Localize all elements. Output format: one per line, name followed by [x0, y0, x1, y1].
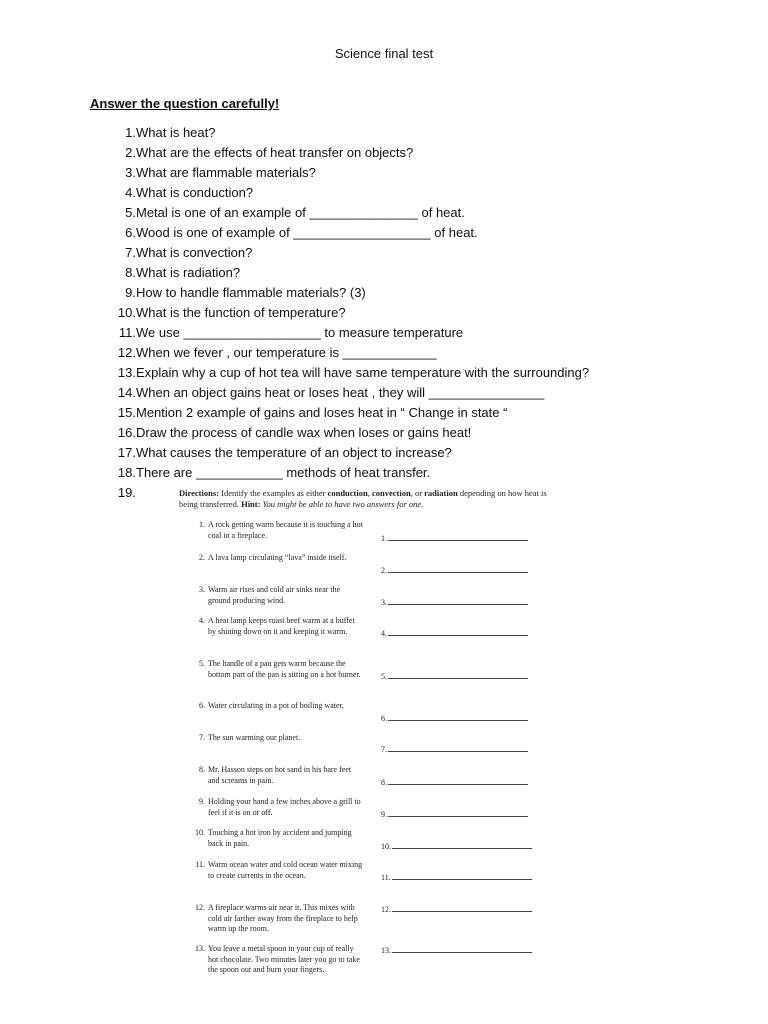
- question-number: 12.: [117, 345, 136, 360]
- question-text: When we fever , our temperature is _____________: [136, 345, 437, 360]
- worksheet-item: [193, 585, 363, 606]
- answer-blank[interactable]: [381, 776, 528, 788]
- comma: ,: [367, 488, 370, 498]
- answer-blank[interactable]: [381, 743, 528, 755]
- answer-line[interactable]: [388, 670, 528, 679]
- question-text: What is convection?: [136, 245, 253, 260]
- answer-blank[interactable]: [381, 871, 532, 883]
- question-text: What is heat?: [136, 125, 216, 140]
- worksheet-item: [193, 765, 363, 786]
- item-text: Holding your hand a few inches above a grill to feel if it is on or off.: [208, 797, 361, 817]
- question-number: 16.: [117, 425, 136, 440]
- question-number: 14.: [117, 385, 136, 400]
- question-item: [112, 184, 254, 202]
- answer-line[interactable]: [388, 743, 528, 752]
- item-number: 7.: [199, 733, 205, 742]
- question-item: [112, 264, 241, 282]
- worksheet-item: [193, 616, 363, 637]
- answer-line[interactable]: [388, 712, 528, 721]
- question-item: [112, 444, 452, 462]
- worksheet-item: [193, 903, 363, 935]
- answer-line[interactable]: [392, 871, 532, 880]
- item-number: 13.: [195, 944, 205, 953]
- question-item: [112, 464, 431, 482]
- question-text: When an object gains heat or loses heat , they will ________________: [136, 385, 545, 400]
- worksheet-directions: [179, 488, 559, 510]
- worksheet-item: [193, 520, 363, 541]
- question-item: [112, 404, 508, 422]
- question-text: What is radiation?: [136, 265, 241, 280]
- answer-number: 9.: [381, 810, 387, 819]
- answer-number: 3.: [381, 598, 387, 607]
- item-text: A lava lamp circulating “lava” inside itself.: [208, 553, 347, 562]
- question-number: 2.: [125, 145, 136, 160]
- question-text: What is the function of temperature?: [136, 305, 346, 320]
- question-number: 13.: [117, 365, 136, 380]
- item-text: A heat lamp keeps roast beef warm at a buffet by shining down on it and keeping it warm.: [208, 616, 355, 636]
- answer-line[interactable]: [388, 627, 528, 636]
- answer-blank[interactable]: [381, 808, 528, 820]
- answer-line[interactable]: [388, 808, 528, 817]
- answer-line[interactable]: [388, 596, 528, 605]
- question-text: We use ___________________ to measure temperature: [136, 325, 464, 340]
- question-number: 8.: [125, 265, 136, 280]
- directions-text: Identify the examples as either: [221, 488, 326, 498]
- question-number: 18.: [117, 465, 136, 480]
- answer-number: 11.: [381, 873, 391, 882]
- answer-blank[interactable]: [381, 712, 528, 724]
- worksheet-item: [193, 944, 363, 976]
- answer-number: 6.: [381, 714, 387, 723]
- question-text: What are flammable materials?: [136, 165, 316, 180]
- answer-blank[interactable]: [381, 840, 532, 852]
- answer-blank[interactable]: [381, 903, 532, 915]
- answer-blank[interactable]: [381, 670, 528, 682]
- answer-line[interactable]: [392, 840, 532, 849]
- answer-number: 10.: [381, 842, 391, 851]
- item-text: A rock getting warm because it is touching a hot coal in a fireplace.: [208, 520, 363, 540]
- term-radiation: radiation: [424, 488, 458, 498]
- question-item: [112, 244, 253, 262]
- question-item: [112, 164, 316, 182]
- question-number: 10.: [117, 305, 136, 320]
- worksheet-item: [193, 733, 363, 744]
- answer-blank[interactable]: [381, 596, 528, 608]
- item-number: 5.: [199, 659, 205, 668]
- answer-number: 12.: [381, 905, 391, 914]
- question-item: [112, 424, 472, 442]
- item-number: 4.: [199, 616, 205, 625]
- answer-line[interactable]: [388, 532, 528, 541]
- answer-blank[interactable]: [381, 627, 528, 639]
- answer-number: 5.: [381, 672, 387, 681]
- item-text: Touching a hot iron by accident and jumping back in pain.: [208, 828, 352, 848]
- question-number: 5.: [125, 205, 136, 220]
- question-item: [112, 484, 136, 502]
- item-number: 9.: [199, 797, 205, 806]
- item-text: You leave a metal spoon in your cup of really hot chocolate. Two minutes later you go to take the spoon out and burn your fingers.: [208, 944, 360, 974]
- worksheet-item: [193, 797, 363, 818]
- question-item: [112, 144, 414, 162]
- answer-line[interactable]: [392, 903, 532, 912]
- question-item: [112, 304, 346, 322]
- answer-blank[interactable]: [381, 564, 528, 576]
- question-item: [112, 204, 465, 222]
- answer-number: 2.: [381, 566, 387, 575]
- question-text: Metal is one of an example of _______________ of heat.: [136, 205, 465, 220]
- question-text: Draw the process of candle wax when loses or gains heat!: [136, 425, 472, 440]
- question-text: Wood is one of example of ___________________ of heat.: [136, 225, 478, 240]
- question-text: How to handle flammable materials? (3): [136, 285, 366, 300]
- item-number: 1.: [199, 520, 205, 529]
- item-number: 11.: [195, 860, 205, 869]
- answer-number: 13.: [381, 946, 391, 955]
- hint-label: Hint:: [241, 499, 261, 509]
- item-number: 6.: [199, 701, 205, 710]
- question-item: [112, 224, 478, 242]
- item-text: A fireplace warms air near it. This mixes with cold air farther away from the fireplace to help warm up the room.: [208, 903, 358, 933]
- answer-line[interactable]: [392, 944, 532, 953]
- worksheet-item: [193, 659, 363, 680]
- question-number: 9.: [125, 285, 136, 300]
- question-number: 1.: [125, 125, 136, 140]
- item-number: 3.: [199, 585, 205, 594]
- question-text: What are the effects of heat transfer on objects?: [136, 145, 414, 160]
- answer-line[interactable]: [388, 776, 528, 785]
- directions-label: Directions:: [179, 488, 219, 498]
- term-conduction: conduction: [327, 488, 368, 498]
- answer-blank[interactable]: [381, 944, 532, 956]
- item-text: The handle of a pan gets warm because the bottom part of the pan is sitting on a hot burner.: [208, 659, 361, 679]
- question-text: Explain why a cup of hot tea will have same temperature with the surrounding?: [136, 365, 590, 380]
- question-number: 6.: [125, 225, 136, 240]
- item-text: Warm ocean water and cold ocean water mixing to create currents in the ocean.: [208, 860, 363, 880]
- answer-line[interactable]: [388, 564, 528, 573]
- instruction-heading: Answer the question carefully!: [90, 96, 280, 111]
- worksheet-item: [193, 860, 363, 881]
- answer-blank[interactable]: [381, 532, 528, 544]
- question-text: What causes the temperature of an object to increase?: [136, 445, 452, 460]
- question-item: [112, 344, 437, 362]
- page-title: Science final test: [334, 46, 434, 61]
- directions-text-2: depending on how heat is being transferred.: [179, 488, 547, 509]
- worksheet-item: [193, 553, 363, 564]
- answer-number: 7.: [381, 745, 387, 754]
- question-number: 7.: [125, 245, 136, 260]
- item-text: Water circulating in a pot of boiling water.: [208, 701, 344, 710]
- question-item: [112, 284, 366, 302]
- question-item: [112, 384, 545, 402]
- item-number: 2.: [199, 553, 205, 562]
- or-text: , or: [410, 488, 423, 498]
- item-number: 12.: [195, 903, 205, 912]
- question-item: [112, 324, 464, 342]
- item-text: The sun warming our planet.: [208, 733, 301, 742]
- question-text: Mention 2 example of gains and loses heat in “ Change in state “: [136, 405, 508, 420]
- item-text: Warm air rises and cold air sinks near the ground producing wind.: [208, 585, 341, 605]
- question-text: What is conduction?: [136, 185, 254, 200]
- question-item: [112, 124, 216, 142]
- item-text: Mr. Hasson steps on hot sand in his bare feet and screams in pain.: [208, 765, 352, 785]
- question-number: 15.: [117, 405, 136, 420]
- worksheet-item: [193, 828, 363, 849]
- item-number: 10.: [195, 828, 205, 837]
- answer-number: 4.: [381, 629, 387, 638]
- question-number: 17.: [117, 445, 136, 460]
- question-number: 11.: [118, 325, 136, 340]
- answer-number: 1.: [381, 534, 387, 543]
- worksheet-item: [193, 701, 363, 712]
- question-number: 19.: [117, 485, 136, 500]
- question-number: 3.: [125, 165, 136, 180]
- hint-text: You might be able to have two answers for one.: [262, 499, 424, 509]
- answer-number: 8.: [381, 778, 387, 787]
- item-number: 8.: [199, 765, 205, 774]
- question-number: 4.: [125, 185, 136, 200]
- question-item: [112, 364, 590, 382]
- term-convection: convection: [371, 488, 411, 498]
- question-text: There are ____________ methods of heat transfer.: [136, 465, 431, 480]
